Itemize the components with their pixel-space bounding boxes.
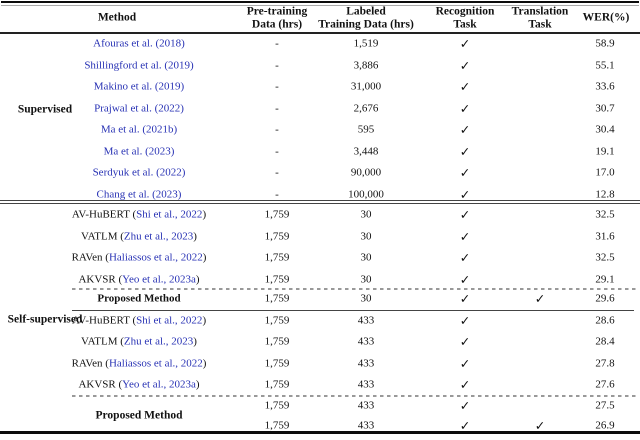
pretrain-value: 1,759 [264, 314, 290, 326]
method-name-text: AKVSR ( [78, 378, 123, 391]
wer-value: 19.1 [595, 145, 615, 157]
method-name-text: ) [202, 251, 207, 264]
labeled-value: 433 [357, 357, 375, 369]
recognition-check-icon: ✓ [459, 398, 471, 413]
wer-value: 27.6 [595, 378, 615, 391]
wer-value: 12.8 [595, 188, 615, 200]
method-cell [101, 125, 177, 136]
citation-link[interactable]: Zhu et al., 2023 [123, 230, 194, 242]
recognition-check-icon: ✓ [459, 272, 471, 287]
method-name-text: VATLM ( [81, 230, 124, 242]
labeled-value: 3,448 [353, 145, 379, 157]
method-cell [84, 60, 193, 71]
method-cell [97, 189, 182, 200]
method-cell [78, 274, 199, 285]
citation-link[interactable]: Chang et al. (2023) [96, 188, 182, 200]
labeled-value: 1,519 [353, 37, 379, 50]
method-cell [93, 168, 186, 179]
labeled-value: 30 [360, 273, 372, 285]
labeled-value: 3,886 [353, 59, 379, 71]
citation-link[interactable]: Shi et al., 2022 [136, 208, 203, 221]
pretrain-value: - [275, 123, 279, 136]
wer-value: 30.4 [595, 123, 615, 136]
wer-value: 29.1 [595, 273, 615, 285]
header-rule [0, 32, 640, 34]
group-label-self-supervised: Self-supervised [7, 313, 83, 326]
header-pretrain-line1: Pre-training [246, 5, 308, 18]
recognition-check-icon: ✓ [459, 144, 471, 159]
method-name-text: ) [193, 335, 197, 348]
top-rule [1, 1, 639, 3]
method-name-text: ) [195, 378, 200, 391]
method-name-text: ) [202, 357, 207, 369]
header-translation-line2: Task [528, 18, 552, 31]
wer-value: 58.9 [595, 37, 615, 50]
method-name-text: Proposed Method [97, 292, 181, 305]
method-name-text: ) [195, 273, 200, 285]
pretrain-value: 1,759 [264, 273, 290, 285]
recognition-check-icon: ✓ [459, 418, 471, 433]
labeled-value: 433 [357, 378, 375, 391]
method-cell [72, 210, 206, 221]
dashed-divider-1 [72, 288, 638, 290]
recognition-check-icon: ✓ [459, 377, 471, 392]
citation-link[interactable]: Shi et al., 2022 [136, 314, 203, 326]
labeled-value: 433 [357, 419, 375, 432]
citation-link[interactable]: Zhu et al., 2023 [123, 335, 194, 348]
method-name-text: ) [202, 314, 207, 326]
pretrain-value: 1,759 [264, 292, 290, 305]
header-labeled-line2: Training Data (hrs) [318, 18, 414, 31]
labeled-value: 31,000 [350, 80, 382, 93]
labeled-value: 2,676 [353, 102, 379, 114]
header-method: Method [97, 11, 137, 24]
pretrain-value: 1,759 [264, 230, 290, 242]
wer-value: 28.4 [595, 335, 615, 348]
method-cell [104, 146, 175, 157]
subgroup-rule [72, 310, 634, 311]
pretrain-value: - [275, 166, 279, 179]
citation-link[interactable]: Yeo et al., 2023a [122, 378, 196, 391]
method-name-text: RAVen ( [71, 251, 109, 264]
wer-value: 33.6 [595, 80, 615, 93]
translation-check-icon: ✓ [534, 291, 546, 306]
group-label-supervised: Supervised [17, 103, 73, 116]
method-cell [72, 315, 206, 326]
recognition-check-icon: ✓ [459, 250, 471, 265]
labeled-value: 90,000 [350, 166, 382, 179]
pretrain-value: 1,759 [264, 357, 290, 369]
pretrain-value: - [275, 102, 279, 114]
recognition-check-icon: ✓ [459, 229, 471, 244]
wer-value: 26.9 [595, 419, 615, 432]
header-recognition-line2: Task [453, 18, 477, 31]
pretrain-value: - [275, 59, 279, 71]
recognition-check-icon: ✓ [459, 101, 471, 116]
wer-value: 30.7 [595, 102, 615, 114]
pretrain-value: 1,759 [264, 419, 290, 432]
method-name-text: RAVen ( [71, 357, 109, 369]
method-name-text: AKVSR ( [78, 273, 123, 285]
pretrain-value: 1,759 [264, 208, 290, 221]
method-cell [72, 253, 207, 264]
citation-link[interactable]: Haliassos et al., 2022 [108, 357, 203, 369]
method-name-text: ) [202, 208, 207, 221]
citation-link[interactable]: Ma et al. (2021b) [100, 123, 178, 136]
wer-value: 17.0 [595, 166, 615, 179]
method-name-text: ) [193, 230, 197, 242]
method-cell [72, 358, 207, 369]
method-cell [81, 231, 197, 242]
pretrain-value: - [275, 80, 279, 93]
pretrain-value: - [275, 188, 279, 200]
group-divider-rule-b [0, 203, 640, 204]
citation-link[interactable]: Serdyuk et al. (2022) [92, 166, 186, 179]
citation-link[interactable]: Prajwal et al. (2022) [94, 102, 184, 114]
recognition-check-icon: ✓ [459, 313, 471, 328]
header-translation-line1: Translation [511, 5, 569, 18]
wer-value: 31.6 [595, 230, 615, 242]
proposed-method-span-label: Proposed Method [95, 409, 183, 422]
recognition-check-icon: ✓ [459, 122, 471, 137]
method-name-text: AV-HuBERT ( [71, 314, 137, 326]
header-recognition-line1: Recognition [435, 5, 495, 18]
recognition-check-icon: ✓ [459, 36, 471, 51]
header-labeled-line1: Labeled [346, 5, 386, 18]
header-wer: WER(%) [582, 11, 630, 24]
method-cell [93, 39, 185, 50]
citation-link[interactable]: Ma et al. (2023) [103, 145, 175, 157]
wer-value: 32.5 [595, 251, 615, 264]
method-cell [94, 82, 184, 93]
recognition-check-icon: ✓ [459, 165, 471, 180]
recognition-check-icon: ✓ [459, 207, 471, 222]
labeled-value: 433 [357, 399, 375, 412]
labeled-value: 30 [360, 230, 372, 242]
recognition-check-icon: ✓ [459, 291, 471, 306]
method-cell [81, 337, 197, 348]
citation-link[interactable]: Shillingford et al. (2019) [84, 59, 194, 71]
pretrain-value: - [275, 145, 279, 157]
wer-value: 27.8 [595, 357, 615, 369]
wer-value: 28.6 [595, 314, 615, 326]
method-name-text: AV-HuBERT ( [71, 208, 137, 221]
recognition-check-icon: ✓ [459, 356, 471, 371]
labeled-value: 30 [360, 292, 372, 305]
wer-value: 55.1 [595, 59, 615, 71]
header-pretrain-line2: Data (hrs) [251, 18, 303, 31]
citation-link[interactable]: Makino et al. (2019) [93, 80, 185, 93]
pretrain-value: 1,759 [264, 378, 290, 391]
wer-value: 29.6 [595, 292, 615, 305]
labeled-value: 30 [360, 208, 372, 221]
recognition-check-icon: ✓ [459, 79, 471, 94]
pretrain-value: 1,759 [264, 399, 290, 412]
wer-value: 32.5 [595, 208, 615, 221]
labeled-value: 30 [360, 251, 372, 264]
method-name-text: VATLM ( [81, 335, 124, 348]
labeled-value: 433 [357, 335, 375, 348]
citation-link[interactable]: Afouras et al. (2018) [93, 37, 185, 50]
method-cell [94, 103, 184, 114]
translation-check-icon: ✓ [534, 418, 546, 433]
dashed-divider-2 [72, 395, 638, 397]
labeled-value: 595 [357, 123, 375, 136]
method-cell [78, 380, 199, 391]
recognition-check-icon: ✓ [459, 334, 471, 349]
recognition-check-icon: ✓ [459, 58, 471, 73]
recognition-check-icon: ✓ [459, 187, 471, 202]
method-cell [97, 294, 180, 305]
pretrain-value: 1,759 [264, 251, 290, 264]
citation-link[interactable]: Haliassos et al., 2022 [108, 251, 203, 264]
pretrain-value: - [275, 37, 279, 50]
citation-link[interactable]: Yeo et al., 2023a [122, 273, 196, 285]
labeled-value: 433 [357, 314, 375, 326]
labeled-value: 100,000 [348, 188, 384, 200]
pretrain-value: 1,759 [264, 335, 290, 348]
wer-value: 27.5 [595, 399, 615, 412]
